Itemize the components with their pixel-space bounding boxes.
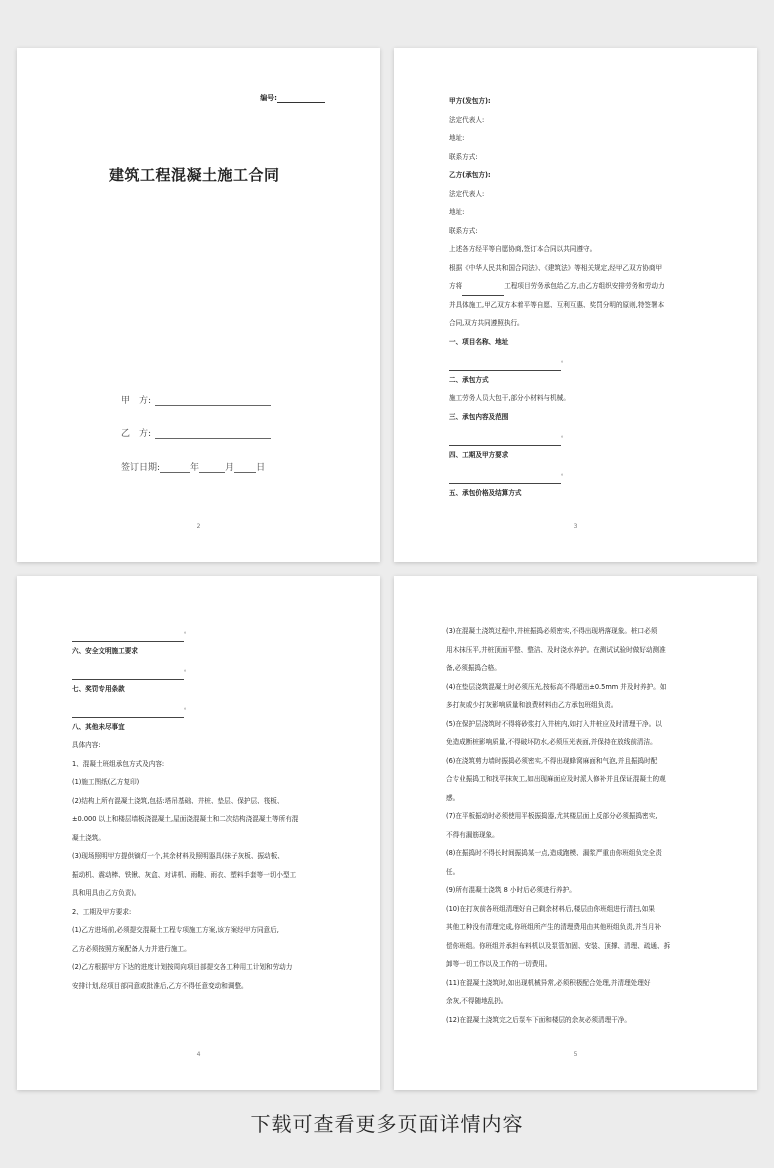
body-line: 用木抹压平,井桩顶面平整、整洁、及时浇水养护。在测试试验时做好动测准 <box>446 645 666 654</box>
party-a-label: 甲 方: <box>121 396 152 406</box>
body-line: (4)在垫层浇筑混凝土时必须压光,按标高不得超出±0.5mm 并及时养护。如 <box>446 682 667 691</box>
agreement-intro: 上述各方经平等自愿协商,签订本合同以共同遵守。 <box>449 245 597 253</box>
body-line: 2、工期及甲方要求: <box>72 907 132 916</box>
document-page-4 <box>17 576 380 1090</box>
section-1-heading: 一、项目名称、地址 <box>449 337 509 346</box>
party-b-rep: 法定代表人: <box>449 189 485 198</box>
document-page-5 <box>394 576 757 1090</box>
fill-blank <box>449 363 561 371</box>
party-b-heading: 乙方(承包方): <box>449 171 491 179</box>
party-a-rep: 法定代表人: <box>449 115 485 124</box>
section-5-heading: 五、承包价格及结算方式 <box>449 488 522 497</box>
text-fragment: 工程项目劳务承包给乙方,由乙方组织安排劳务和劳动力 <box>504 282 665 290</box>
document-page-2 <box>17 48 380 562</box>
body-line: 乙方必须按照方案配备人力并进行施工。 <box>72 944 191 953</box>
fill-dot: 。 <box>184 628 191 635</box>
body-line: ±0.000 以上和楼层墙板浇混凝土,屋面浇混凝土和二次结构浇混凝土等所有混 <box>72 815 299 823</box>
section-4-heading: 四、工期及甲方要求 <box>449 450 509 459</box>
body-line: 凝土浇筑。 <box>72 833 105 842</box>
contract-number <box>260 93 325 103</box>
party-b-address: 地址: <box>449 208 465 216</box>
section-5-blank-row <box>72 622 330 642</box>
sign-date-row <box>121 460 265 473</box>
body-line: 余灰,不得随地乱扔。 <box>446 997 508 1005</box>
contract-number-blank <box>277 96 325 103</box>
body-line: 不得有漏筋现象。 <box>446 830 499 839</box>
fill-blank <box>72 710 184 718</box>
fill-dot: 。 <box>561 432 568 439</box>
body-line: 合专业振捣工和找平抹灰工,如出现麻面应及时派人修补并且保证混凝土的观 <box>446 775 666 783</box>
agreement-basis-line1: 根据《中华人民共和国合同法》、《建筑法》等相关规定,经甲乙双方协商甲 <box>449 263 663 272</box>
section-3-heading: 三、承包内容及范围 <box>449 412 509 421</box>
party-a-sign-row <box>121 393 271 406</box>
body-line: (2)乙方根据甲方下达的进度计划按周向项目部提交各工种用工计划和劳动力 <box>72 963 293 971</box>
body-line: (10)在打灰前各班组清理好自己剩余材料后,楼层由你班组进行清扫,如果 <box>446 904 655 913</box>
page4-body <box>72 622 330 995</box>
body-line: 具和用具由乙方负责)。 <box>72 889 141 897</box>
fill-blank <box>72 634 184 642</box>
body-line: (12)在混凝土浇筑完之后泵车下面和楼层的余灰必须清理干净。 <box>446 1015 631 1024</box>
body-line: 具体内容: <box>72 741 101 749</box>
download-more-link[interactable]: 下载可查看更多页面详情内容 <box>250 1112 524 1136</box>
section-7-heading: 七、奖罚专用条款 <box>72 684 125 693</box>
body-line: (2)结构上所有混凝土浇筑,包括:塔吊基础、井桩、垫层、保护层、筏板、 <box>72 796 284 805</box>
month-blank <box>199 465 225 473</box>
page3-body <box>449 92 707 502</box>
agreement-basis-line3: 并具体施工,甲乙双方本着平等自愿、互利互惠、奖罚分明的原则,特签署本 <box>449 300 665 309</box>
fill-blank <box>449 438 561 446</box>
agreement-basis-line4: 合同,双方共同遵照执行。 <box>449 319 524 327</box>
party-b-contact: 联系方式: <box>449 226 478 235</box>
body-line: 任。 <box>446 867 460 876</box>
body-line: (11)在混凝土浇筑时,如出现机械异常,必须积极配合处理,并清理处理好 <box>446 978 651 987</box>
party-b-label: 乙 方: <box>121 429 152 439</box>
page-number: 3 <box>573 523 578 530</box>
section-2-heading: 二、承包方式 <box>449 375 489 384</box>
body-line: (3)在混凝土浇筑过程中,井桩振捣必须密实,不得出现坍落现象。桩口必须 <box>446 627 658 635</box>
text-fragment: 方将 <box>449 282 463 290</box>
fill-dot: 。 <box>561 470 568 477</box>
page5-body <box>446 622 711 1029</box>
body-line: (1)乙方进场前,必须提交混凝土工程专项施工方案,该方案经甲方同意后, <box>72 926 279 934</box>
body-line: 偿你班组。你班组并承担布料机以及泵管加固、安装、顶撑、清理、疏通、拆 <box>446 941 671 950</box>
fill-blank <box>72 672 184 680</box>
month-label: 月 <box>225 463 235 473</box>
body-line: (3)现场照明甲方提供镝灯一个,其余材料及照明器具(抹子灰板、振动板、 <box>72 852 284 860</box>
section-1-blank-row <box>449 351 707 371</box>
section-6-blank-row <box>72 660 330 680</box>
party-b-sign-row <box>121 426 271 439</box>
fill-dot: 。 <box>561 357 568 364</box>
day-label: 日 <box>256 463 266 473</box>
section-8-heading: 八、其他未尽事宜 <box>72 722 125 731</box>
party-a-blank <box>155 398 271 406</box>
party-a-contact: 联系方式: <box>449 152 478 161</box>
section-3-blank-row <box>449 426 707 446</box>
party-a-address: 地址: <box>449 134 465 142</box>
page-number: 2 <box>196 523 201 530</box>
body-line: 其他工种没有清理完成,你班组所产生的清理费用由其他班组负责,并当月补 <box>446 923 662 931</box>
fill-blank <box>449 476 561 484</box>
body-line: 感。 <box>446 793 460 802</box>
body-line: 安排计划,经项目部同意或批准后,乙方不得任意变动和调整。 <box>72 981 248 990</box>
page-number: 5 <box>573 1051 578 1058</box>
day-blank <box>234 465 256 473</box>
body-line: (7)在平板振动时必须使用平板振捣器,尤其楼层面上反部分必须振捣密实, <box>446 812 658 820</box>
agreement-basis-line2 <box>449 277 707 296</box>
body-line: 卸等一切工作以及工作的一切费用。 <box>446 960 552 968</box>
section-2-text: 施工劳务人员大包干,部分小材料与机械。 <box>449 394 570 402</box>
party-b-blank <box>155 431 271 439</box>
body-line: 多打灰或少打灰影响质量和浪费材料由乙方承包班组负责。 <box>446 701 618 709</box>
body-line: (8)在振捣时不得长时间振捣某一点,造成跑模、漏浆严重由你班组负完全责 <box>446 849 662 857</box>
body-line: 1、混凝土班组承包方式及内容: <box>72 759 165 768</box>
fill-dot: 。 <box>184 704 191 711</box>
body-line: (1)施工图纸(乙方复印) <box>72 778 140 786</box>
body-line: (9)所有混凝土浇筑 8 小时后必须进行养护。 <box>446 886 576 894</box>
year-blank <box>160 465 190 473</box>
body-line: 备,必须振捣合格。 <box>446 664 501 672</box>
section-7-blank-row <box>72 698 330 718</box>
body-line: (5)在保护层浇筑时不得将砂浆打入井桩内,如打入井桩应及时清理干净。以 <box>446 719 662 728</box>
body-line: (6)在浇筑剪力墙时振捣必须密实,不得出现蜂窝麻面和气泡,并且振捣时配 <box>446 756 658 765</box>
project-name-blank <box>462 289 504 296</box>
sign-date-label: 签订日期: <box>121 463 161 473</box>
section-4-blank-row <box>449 464 707 484</box>
section-6-heading: 六、安全文明施工要求 <box>72 646 138 655</box>
contract-number-label: 编号: <box>260 94 277 102</box>
document-page-3 <box>394 48 757 562</box>
year-label: 年 <box>190 463 200 473</box>
contract-title: 建筑工程混凝土施工合同 <box>109 166 280 184</box>
fill-dot: 。 <box>184 666 191 673</box>
body-line: 振动机、震动棒、铁锹、灰盒、对讲机、雨鞋、雨衣、塑料手套等一切小型工 <box>72 870 297 879</box>
body-line: 免造成断桩影响质量,不得破坏防水,必须压光表面,并保持在放线前清洁。 <box>446 738 657 746</box>
page-number: 4 <box>196 1051 201 1058</box>
party-a-heading: 甲方(发包方): <box>449 97 491 105</box>
